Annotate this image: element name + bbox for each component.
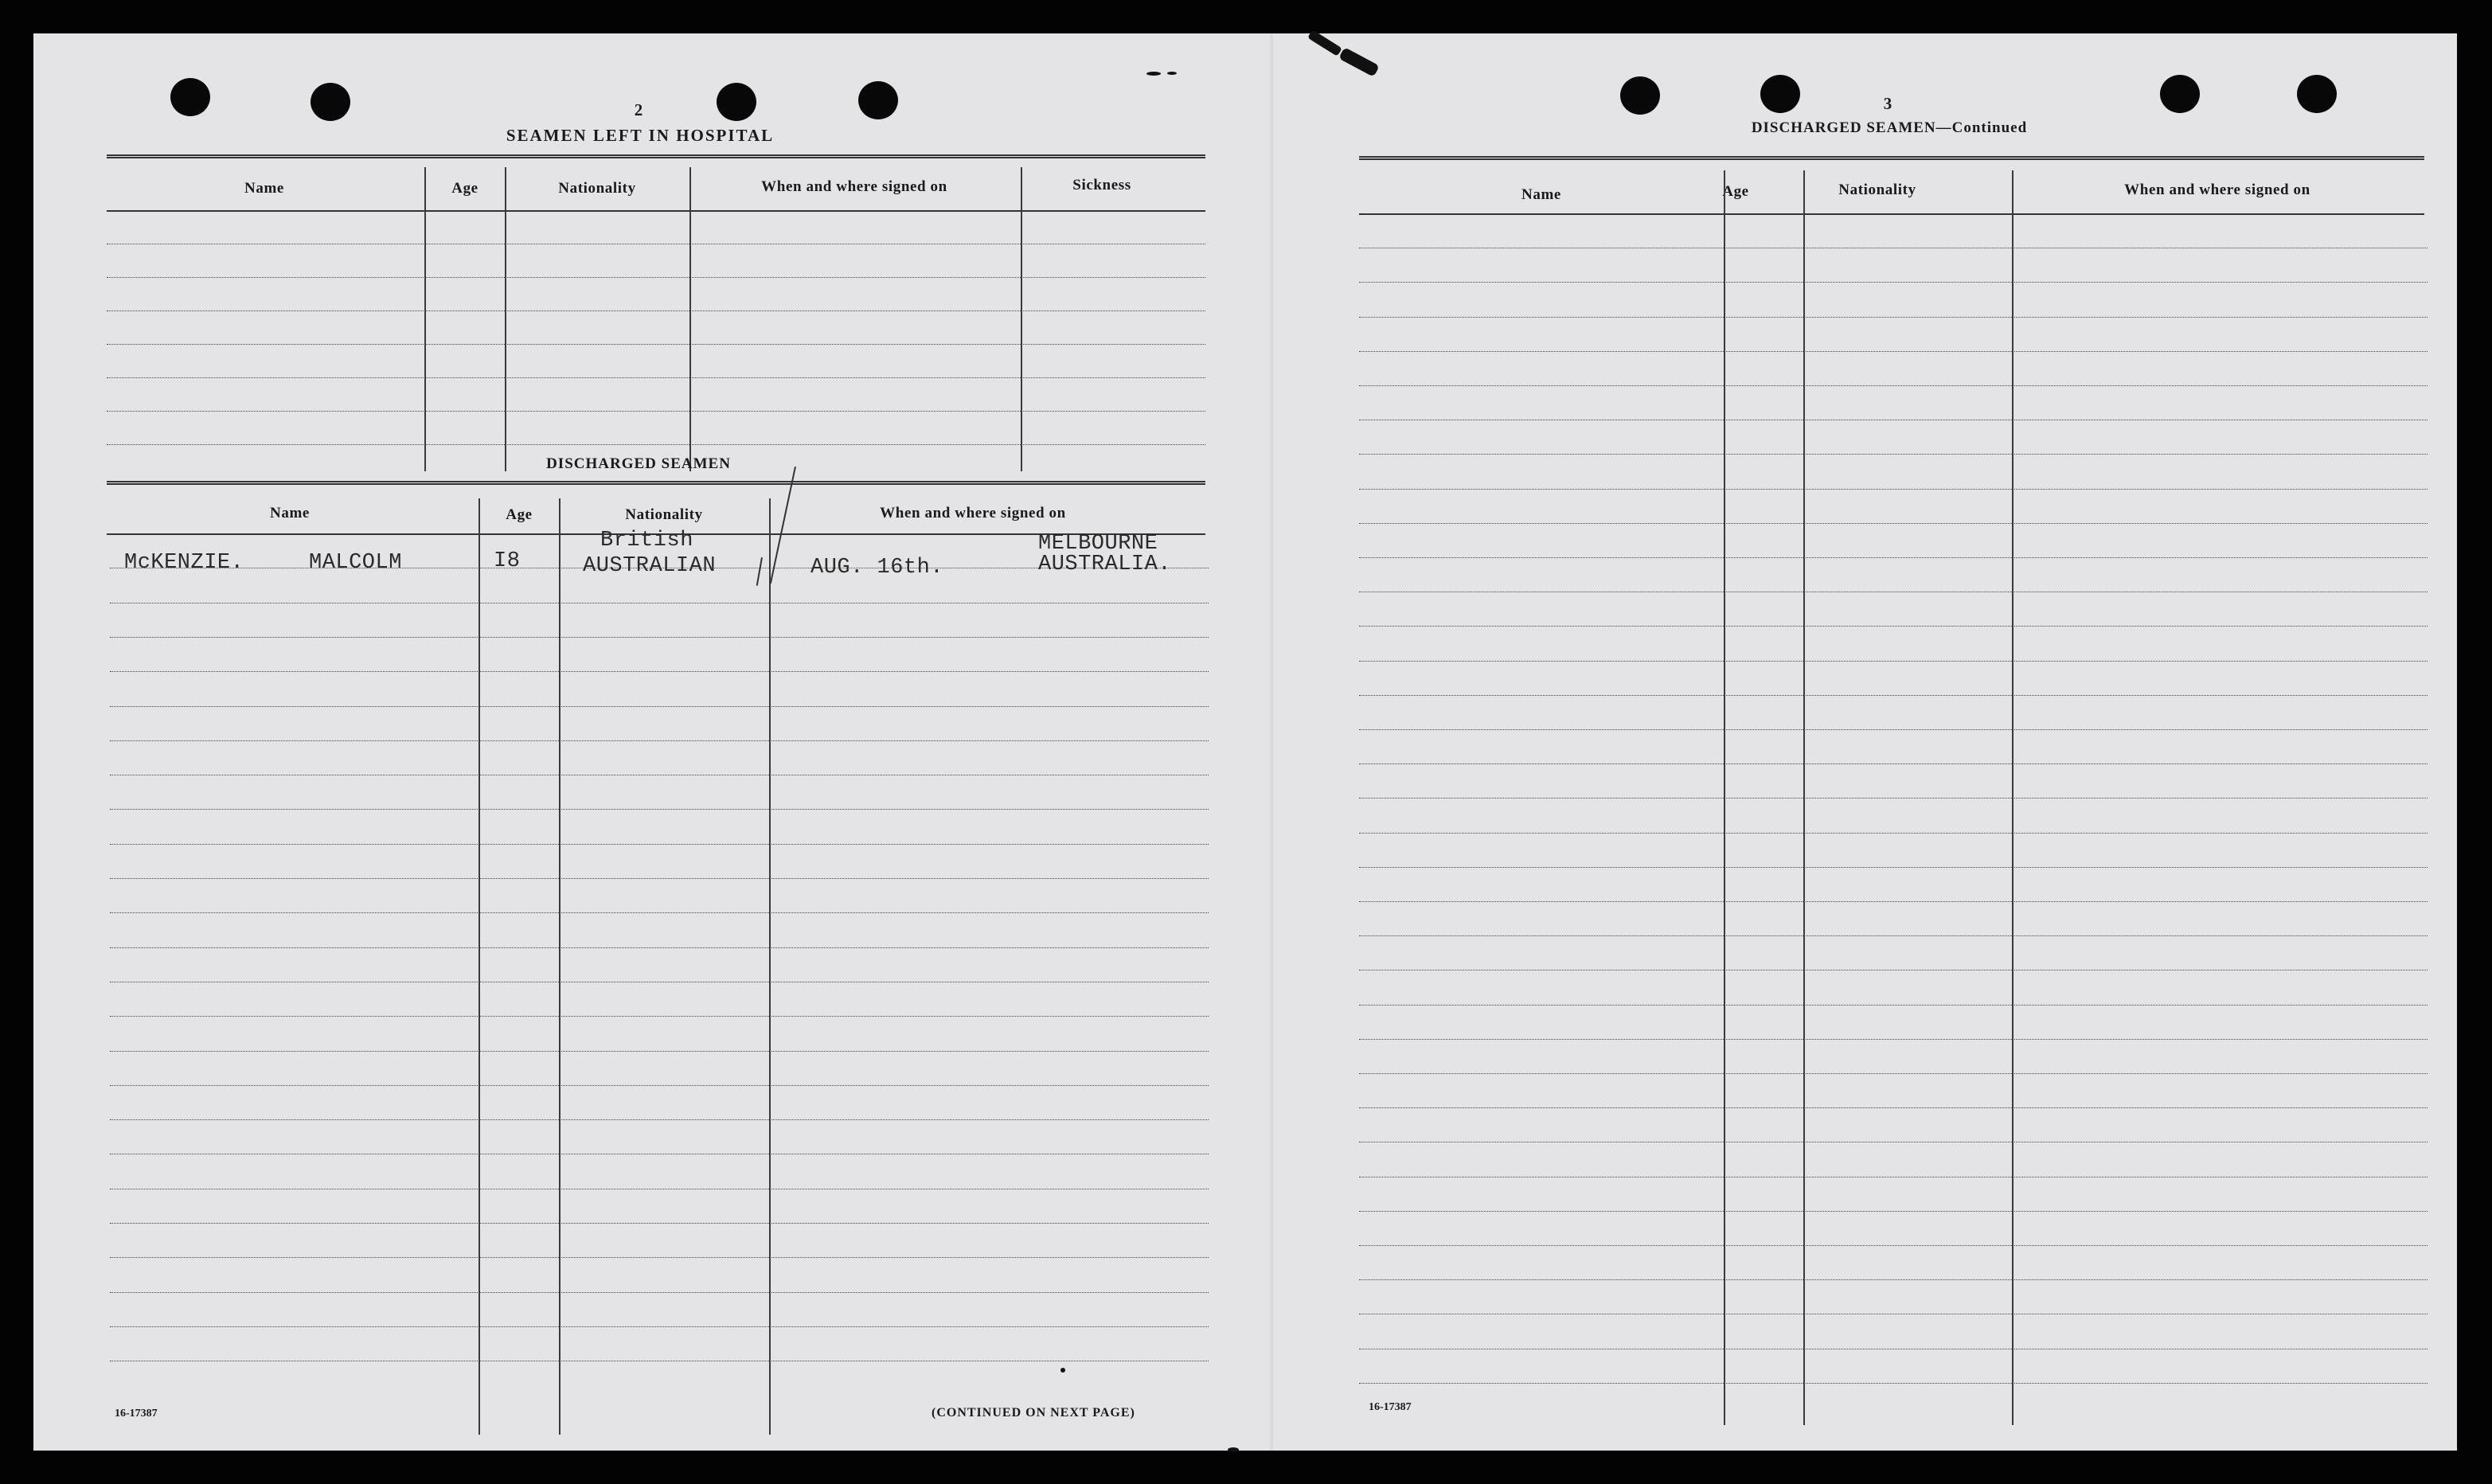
- ruled-row-line: [1359, 901, 2428, 902]
- page-number: 3: [1883, 94, 1892, 113]
- hospital-section-title: SEAMEN LEFT IN HOSPITAL: [506, 126, 775, 145]
- ruled-row-line: [110, 706, 1209, 707]
- column-header-nationality: Nationality: [558, 180, 636, 197]
- table-top-rule: [107, 154, 1205, 158]
- ruled-row-line: [1359, 798, 2428, 799]
- right-page: [1273, 33, 2457, 1451]
- ruled-row-line: [1359, 1245, 2428, 1246]
- table-top-rule: [107, 481, 1205, 485]
- ruled-row-line: [1359, 523, 2428, 524]
- ruled-row-line: [1359, 695, 2428, 696]
- typed-signed-on-place-line2: AUSTRALIA.: [1038, 553, 1172, 576]
- ruled-row-line: [110, 809, 1209, 810]
- ruled-row-line: [1359, 626, 2428, 627]
- column-header-signed-on: When and where signed on: [880, 505, 1066, 521]
- punch-hole: [1620, 76, 1660, 115]
- typed-nationality-line1: British: [600, 529, 693, 553]
- column-header-nationality: Nationality: [1838, 182, 1916, 198]
- ruled-row-line: [1359, 1279, 2428, 1280]
- column-header-signed-on: When and where signed on: [2124, 182, 2310, 198]
- discharged-section-title: DISCHARGED SEAMEN: [546, 455, 731, 472]
- typed-signed-on-place-line1: MELBOURNE: [1038, 532, 1158, 556]
- ruled-row-line: [1359, 1383, 2428, 1384]
- ruled-row-line: [110, 1257, 1209, 1258]
- column-header-name: Name: [270, 505, 310, 521]
- continued-note: (CONTINUED ON NEXT PAGE): [932, 1406, 1135, 1420]
- ruled-row-line: [110, 1326, 1209, 1327]
- continued-ruled-rows: [1359, 213, 2428, 1423]
- ruled-row-line: [1359, 489, 2428, 490]
- ruled-row-line: [110, 878, 1209, 879]
- ruled-row-line: [110, 1051, 1209, 1052]
- ruled-row-line: [1359, 385, 2428, 386]
- ruled-row-line: [1359, 833, 2428, 834]
- typed-age: I8: [494, 549, 521, 573]
- ruled-row-line: [107, 344, 1205, 345]
- ruled-row-line: [110, 637, 1209, 638]
- ruled-row-line: [110, 1223, 1209, 1224]
- ruled-row-line: [107, 310, 1205, 311]
- typed-given-name: MALCOLM: [309, 551, 402, 575]
- ruled-row-line: [1359, 935, 2428, 936]
- punch-hole: [2160, 75, 2200, 113]
- ink-speck: [1060, 1368, 1065, 1373]
- column-header-name: Name: [1521, 186, 1561, 203]
- ruled-row-line: [110, 1085, 1209, 1086]
- ruled-row-line: [1359, 867, 2428, 868]
- ruled-row-line: [110, 947, 1209, 948]
- table-top-rule: [1359, 156, 2424, 160]
- ruled-row-line: [107, 411, 1205, 412]
- ruled-row-line: [110, 1016, 1209, 1017]
- ruled-row-line: [110, 844, 1209, 845]
- ruled-row-line: [107, 444, 1205, 445]
- discharged-ruled-rows: [110, 533, 1209, 1431]
- ruled-row-line: [110, 1292, 1209, 1293]
- document-sheet: [33, 33, 2457, 1451]
- ruled-row-line: [1359, 1005, 2428, 1006]
- ruled-row-line: [1359, 1211, 2428, 1212]
- continued-section-title: DISCHARGED SEAMEN—Continued: [1751, 119, 2028, 136]
- ruled-row-line: [110, 740, 1209, 741]
- column-header-nationality: Nationality: [625, 506, 703, 523]
- punch-hole: [858, 81, 898, 119]
- ruled-row-line: [110, 912, 1209, 913]
- column-header-age: Age: [451, 180, 478, 197]
- typed-nationality-line2: AUSTRALIAN: [583, 554, 717, 578]
- ruled-row-line: [1359, 454, 2428, 455]
- ruled-row-line: [1359, 763, 2428, 764]
- page-number: 2: [634, 100, 643, 119]
- punch-hole: [717, 83, 756, 121]
- column-header-sickness: Sickness: [1072, 177, 1131, 193]
- ruled-row-line: [1359, 317, 2428, 318]
- punch-hole: [170, 78, 210, 116]
- punch-hole: [311, 83, 350, 121]
- ruled-row-line: [107, 277, 1205, 278]
- form-number: 16-17387: [115, 1408, 158, 1420]
- column-header-age: Age: [506, 506, 533, 523]
- punch-hole: [1760, 75, 1800, 113]
- column-header-name: Name: [244, 180, 284, 197]
- ruled-row-line: [1359, 661, 2428, 662]
- punch-hole: [2297, 75, 2337, 113]
- ink-speck: [1167, 72, 1177, 75]
- ruled-row-line: [110, 671, 1209, 672]
- ruled-row-line: [1359, 351, 2428, 352]
- hospital-ruled-rows: [107, 210, 1205, 473]
- ruled-row-line: [107, 377, 1205, 378]
- column-header-age: Age: [1722, 183, 1749, 200]
- typed-signed-on-date: AUG. 16th.: [810, 556, 944, 580]
- ruled-row-line: [1359, 1107, 2428, 1108]
- ruled-row-line: [1359, 1073, 2428, 1074]
- ink-speck: [1228, 1447, 1239, 1452]
- form-number: 16-17387: [1369, 1401, 1412, 1413]
- column-header-signed-on: When and where signed on: [761, 178, 947, 195]
- ruled-row-line: [1359, 729, 2428, 730]
- typed-surname: McKENZIE.: [124, 551, 244, 575]
- left-page: [33, 33, 1270, 1451]
- ruled-row-line: [110, 1119, 1209, 1120]
- ruled-row-line: [1359, 282, 2428, 283]
- ruled-row-line: [1359, 1039, 2428, 1040]
- ruled-row-line: [1359, 557, 2428, 558]
- ink-speck: [1146, 72, 1161, 76]
